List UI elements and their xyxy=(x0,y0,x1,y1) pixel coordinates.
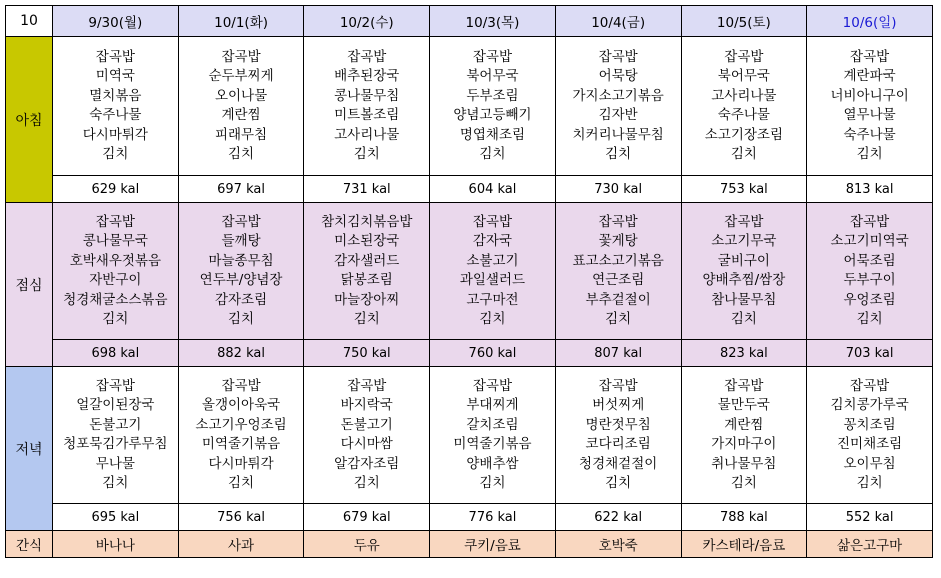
menu-item: 두부조림 xyxy=(466,87,519,104)
menu-item: 닭봉조림 xyxy=(340,272,393,288)
menu-item: 김치 xyxy=(353,475,380,491)
menu-item: 부대찌게 xyxy=(466,397,519,413)
menu-item: 김치 xyxy=(856,475,883,491)
menu-cell xyxy=(807,367,933,504)
menu-item: 잡곡밥 xyxy=(598,213,638,230)
kcal-cell: 756 kal xyxy=(178,504,304,531)
menu-cell xyxy=(807,203,933,340)
menu-item: 자반구이 xyxy=(89,272,142,288)
menu-item: 북어무국 xyxy=(466,68,519,84)
menu-item: 마늘종무침 xyxy=(208,252,274,269)
menu-cell xyxy=(53,37,179,176)
menu-item: 참나물무침 xyxy=(711,291,777,308)
menu-item: 김치 xyxy=(228,146,255,162)
kcal-cell: 760 kal xyxy=(430,340,556,367)
breakfast-kcal-row xyxy=(6,176,933,203)
day-header: 9/30(월) xyxy=(53,6,179,37)
menu-item: 명란젓무침 xyxy=(585,416,651,433)
menu-item: 청포묵김가루무침 xyxy=(63,436,168,452)
menu-cell xyxy=(430,37,556,176)
menu-item: 계란찜 xyxy=(724,416,764,433)
snack-row xyxy=(6,531,933,558)
day-header: 10/3(목) xyxy=(430,6,556,37)
menu-cell xyxy=(304,367,430,504)
menu-item: 소고기장조림 xyxy=(704,126,783,143)
kcal-cell: 552 kal xyxy=(807,504,933,531)
menu-item: 김치 xyxy=(353,311,380,327)
kcal-cell: 807 kal xyxy=(555,340,681,367)
menu-item: 잡곡밥 xyxy=(724,213,764,230)
menu-item: 갈치조림 xyxy=(466,416,519,433)
kcal-cell: 703 kal xyxy=(807,340,933,367)
lunch-label: 점심 xyxy=(6,203,53,367)
menu-item: 연근조림 xyxy=(592,272,645,288)
header-row xyxy=(6,6,933,37)
menu-item: 청경채겉절이 xyxy=(579,455,658,472)
snack-cell: 삶은고구마 xyxy=(807,531,933,558)
menu-item: 취나물무침 xyxy=(711,455,777,472)
snack-cell: 호박죽 xyxy=(555,531,681,558)
kcal-cell: 622 kal xyxy=(555,504,681,531)
menu-item: 소고기우엉조림 xyxy=(195,416,287,433)
menu-item: 들깨탕 xyxy=(221,233,261,249)
menu-item: 표고소고기볶음 xyxy=(572,252,664,269)
menu-item: 김치 xyxy=(856,311,883,327)
menu-item: 돈불고기 xyxy=(340,416,393,433)
menu-item: 부추겉절이 xyxy=(585,291,651,308)
menu-item: 다시마튀각 xyxy=(208,455,274,472)
kcal-cell: 629 kal xyxy=(53,176,179,203)
kcal-cell: 604 kal xyxy=(430,176,556,203)
menu-item: 어묵조림 xyxy=(843,252,896,269)
breakfast-label: 아침 xyxy=(6,37,53,203)
month-label: 10 xyxy=(6,6,53,37)
menu-item: 김치 xyxy=(102,311,129,327)
menu-item: 꽁치조림 xyxy=(843,416,896,433)
menu-item: 잡곡밥 xyxy=(95,213,135,230)
menu-item: 계란찜 xyxy=(221,107,261,123)
menu-item: 올갱이아욱국 xyxy=(201,397,281,413)
menu-item: 감자조림 xyxy=(214,291,268,308)
snack-cell: 두유 xyxy=(304,531,430,558)
menu-item: 김치 xyxy=(605,311,632,327)
menu-cell xyxy=(555,367,681,504)
menu-item: 참치김치볶음밥 xyxy=(321,213,413,230)
menu-item: 감자국 xyxy=(472,233,513,249)
menu-item: 미소된장국 xyxy=(334,233,400,249)
day-header: 10/2(수) xyxy=(304,6,430,37)
menu-item: 다시마쌈 xyxy=(340,436,393,452)
menu-item: 연두부/양념장 xyxy=(199,272,283,288)
menu-cell xyxy=(430,203,556,340)
menu-cell xyxy=(807,37,933,176)
menu-item: 잡곡밥 xyxy=(850,377,890,394)
kcal-cell: 776 kal xyxy=(430,504,556,531)
menu-item: 잡곡밥 xyxy=(95,377,135,394)
menu-item: 두부구이 xyxy=(843,272,896,288)
menu-item: 미역줄기볶음 xyxy=(201,436,281,452)
menu-item: 진미채조림 xyxy=(837,436,903,452)
menu-item: 미역줄기볶음 xyxy=(453,436,532,452)
menu-item: 소고기무국 xyxy=(711,233,777,249)
menu-item: 숙주나물 xyxy=(89,107,142,123)
menu-item: 소불고기 xyxy=(466,252,519,269)
kcal-cell: 750 kal xyxy=(304,340,430,367)
menu-cell xyxy=(681,367,807,504)
menu-item: 멸치볶음 xyxy=(89,87,142,104)
menu-item: 양배추찜/쌈장 xyxy=(702,272,786,288)
menu-cell xyxy=(53,367,179,504)
menu-item: 김치 xyxy=(102,475,129,491)
menu-item: 물만두국 xyxy=(717,397,770,413)
snack-cell: 바나나 xyxy=(53,531,179,558)
menu-item: 잡곡밥 xyxy=(347,377,387,394)
menu-item: 굴비구이 xyxy=(717,252,770,269)
menu-item: 김치 xyxy=(479,311,506,327)
menu-cell xyxy=(178,203,304,340)
menu-item: 김치 xyxy=(730,146,757,162)
menu-item: 김치 xyxy=(353,146,380,162)
menu-item: 고사리나물 xyxy=(334,126,400,143)
menu-item: 감자샐러드 xyxy=(334,252,400,269)
menu-item: 고사리나물 xyxy=(711,87,777,104)
menu-item: 다시마튀각 xyxy=(82,126,148,143)
menu-item: 잡곡밥 xyxy=(598,48,638,65)
menu-item: 양배추쌈 xyxy=(466,455,519,472)
menu-item: 김치 xyxy=(479,475,506,491)
meal-plan-table xyxy=(5,5,933,558)
snack-label: 간식 xyxy=(6,531,53,558)
menu-cell xyxy=(53,203,179,340)
lunch-menu-row xyxy=(6,203,933,340)
snack-cell: 사과 xyxy=(178,531,304,558)
menu-item: 계란파국 xyxy=(843,68,896,84)
menu-cell xyxy=(555,203,681,340)
menu-item: 잡곡밥 xyxy=(221,213,261,230)
menu-item: 너비아니구이 xyxy=(830,87,909,104)
menu-item: 돈불고기 xyxy=(89,416,142,433)
menu-item: 오이무침 xyxy=(843,455,896,472)
menu-item: 잡곡밥 xyxy=(347,48,387,65)
menu-item: 청경채굴소스볶음 xyxy=(63,291,168,308)
menu-item: 김치 xyxy=(730,475,757,491)
dinner-kcal-row xyxy=(6,504,933,531)
menu-cell xyxy=(178,367,304,504)
menu-item: 잡곡밥 xyxy=(221,377,261,394)
kcal-cell: 882 kal xyxy=(178,340,304,367)
kcal-cell: 731 kal xyxy=(304,176,430,203)
menu-item: 잡곡밥 xyxy=(472,377,513,394)
menu-item: 잡곡밥 xyxy=(850,213,890,230)
menu-item: 북어무국 xyxy=(717,68,770,84)
menu-item: 얼갈이된장국 xyxy=(76,397,155,413)
menu-item: 김치 xyxy=(479,146,506,162)
kcal-cell: 698 kal xyxy=(53,340,179,367)
menu-cell xyxy=(681,203,807,340)
day-header: 10/1(화) xyxy=(178,6,304,37)
menu-cell xyxy=(681,37,807,176)
menu-item: 잡곡밥 xyxy=(472,48,513,65)
menu-item: 잡곡밥 xyxy=(472,213,513,230)
kcal-cell: 730 kal xyxy=(555,176,681,203)
menu-item: 김치 xyxy=(730,311,757,327)
kcal-cell: 823 kal xyxy=(681,340,807,367)
menu-item: 김자반 xyxy=(598,107,638,123)
menu-item: 무나물 xyxy=(95,455,135,472)
menu-item: 소고기미역국 xyxy=(830,233,909,249)
snack-cell: 쿠키/음료 xyxy=(430,531,556,558)
menu-item: 호박새우젓볶음 xyxy=(69,252,161,269)
menu-cell xyxy=(555,37,681,176)
menu-item: 김치콩가루국 xyxy=(830,397,909,413)
menu-item: 알감자조림 xyxy=(334,455,400,472)
menu-item: 가지소고기볶음 xyxy=(572,87,664,104)
menu-item: 코다리조림 xyxy=(585,436,651,452)
menu-item: 바지락국 xyxy=(340,397,393,413)
menu-item: 오이나물 xyxy=(214,87,268,104)
kcal-cell: 753 kal xyxy=(681,176,807,203)
menu-cell xyxy=(304,37,430,176)
menu-item: 잡곡밥 xyxy=(221,48,261,65)
menu-item: 김치 xyxy=(102,146,129,162)
menu-item: 과일샐러드 xyxy=(459,272,526,288)
menu-item: 잡곡밥 xyxy=(95,48,135,65)
menu-cell xyxy=(430,367,556,504)
kcal-cell: 695 kal xyxy=(53,504,179,531)
menu-item: 마늘장아찌 xyxy=(334,291,400,308)
menu-item: 가지마구이 xyxy=(711,436,777,452)
kcal-cell: 813 kal xyxy=(807,176,933,203)
menu-item: 미역국 xyxy=(95,68,135,84)
menu-item: 순두부찌게 xyxy=(208,68,274,84)
menu-item: 숙주나물 xyxy=(717,107,770,123)
menu-item: 양념고등빼기 xyxy=(453,107,532,123)
menu-item: 열무나물 xyxy=(843,107,896,123)
menu-item: 미트볼조림 xyxy=(334,107,400,123)
menu-item: 우엉조림 xyxy=(843,291,896,308)
menu-cell xyxy=(304,203,430,340)
lunch-kcal-row xyxy=(6,340,933,367)
menu-item: 치커리나물무침 xyxy=(572,126,664,143)
menu-item: 콩나물무국 xyxy=(82,233,148,249)
menu-item: 숙주나물 xyxy=(843,126,896,143)
menu-cell xyxy=(178,37,304,176)
day-header: 10/5(토) xyxy=(681,6,807,37)
kcal-cell: 679 kal xyxy=(304,504,430,531)
dinner-label: 저녁 xyxy=(6,367,53,531)
kcal-cell: 697 kal xyxy=(178,176,304,203)
menu-item: 콩나물무침 xyxy=(334,87,400,104)
menu-item: 버섯찌게 xyxy=(592,397,645,413)
dinner-menu-row xyxy=(6,367,933,504)
menu-item: 잡곡밥 xyxy=(850,48,890,65)
menu-item: 잡곡밥 xyxy=(724,377,764,394)
menu-item: 김치 xyxy=(228,311,255,327)
menu-item: 김치 xyxy=(228,475,255,491)
kcal-cell: 788 kal xyxy=(681,504,807,531)
menu-item: 잡곡밥 xyxy=(724,48,764,65)
menu-item: 고구마전 xyxy=(466,291,519,308)
menu-item: 김치 xyxy=(856,146,883,162)
snack-cell: 카스테라/음료 xyxy=(681,531,807,558)
breakfast-menu-row xyxy=(6,37,933,176)
menu-item: 꽃게탕 xyxy=(598,233,638,249)
day-header: 10/4(금) xyxy=(555,6,681,37)
day-header-sunday: 10/6(일) xyxy=(807,6,933,37)
menu-item: 잡곡밥 xyxy=(598,377,638,394)
menu-item: 어묵탕 xyxy=(598,68,638,84)
menu-item: 피래무침 xyxy=(214,126,268,143)
menu-item: 김치 xyxy=(605,146,632,162)
menu-item: 김치 xyxy=(605,475,632,491)
menu-item: 배추된장국 xyxy=(334,68,400,84)
menu-item: 명엽채조림 xyxy=(459,126,526,143)
